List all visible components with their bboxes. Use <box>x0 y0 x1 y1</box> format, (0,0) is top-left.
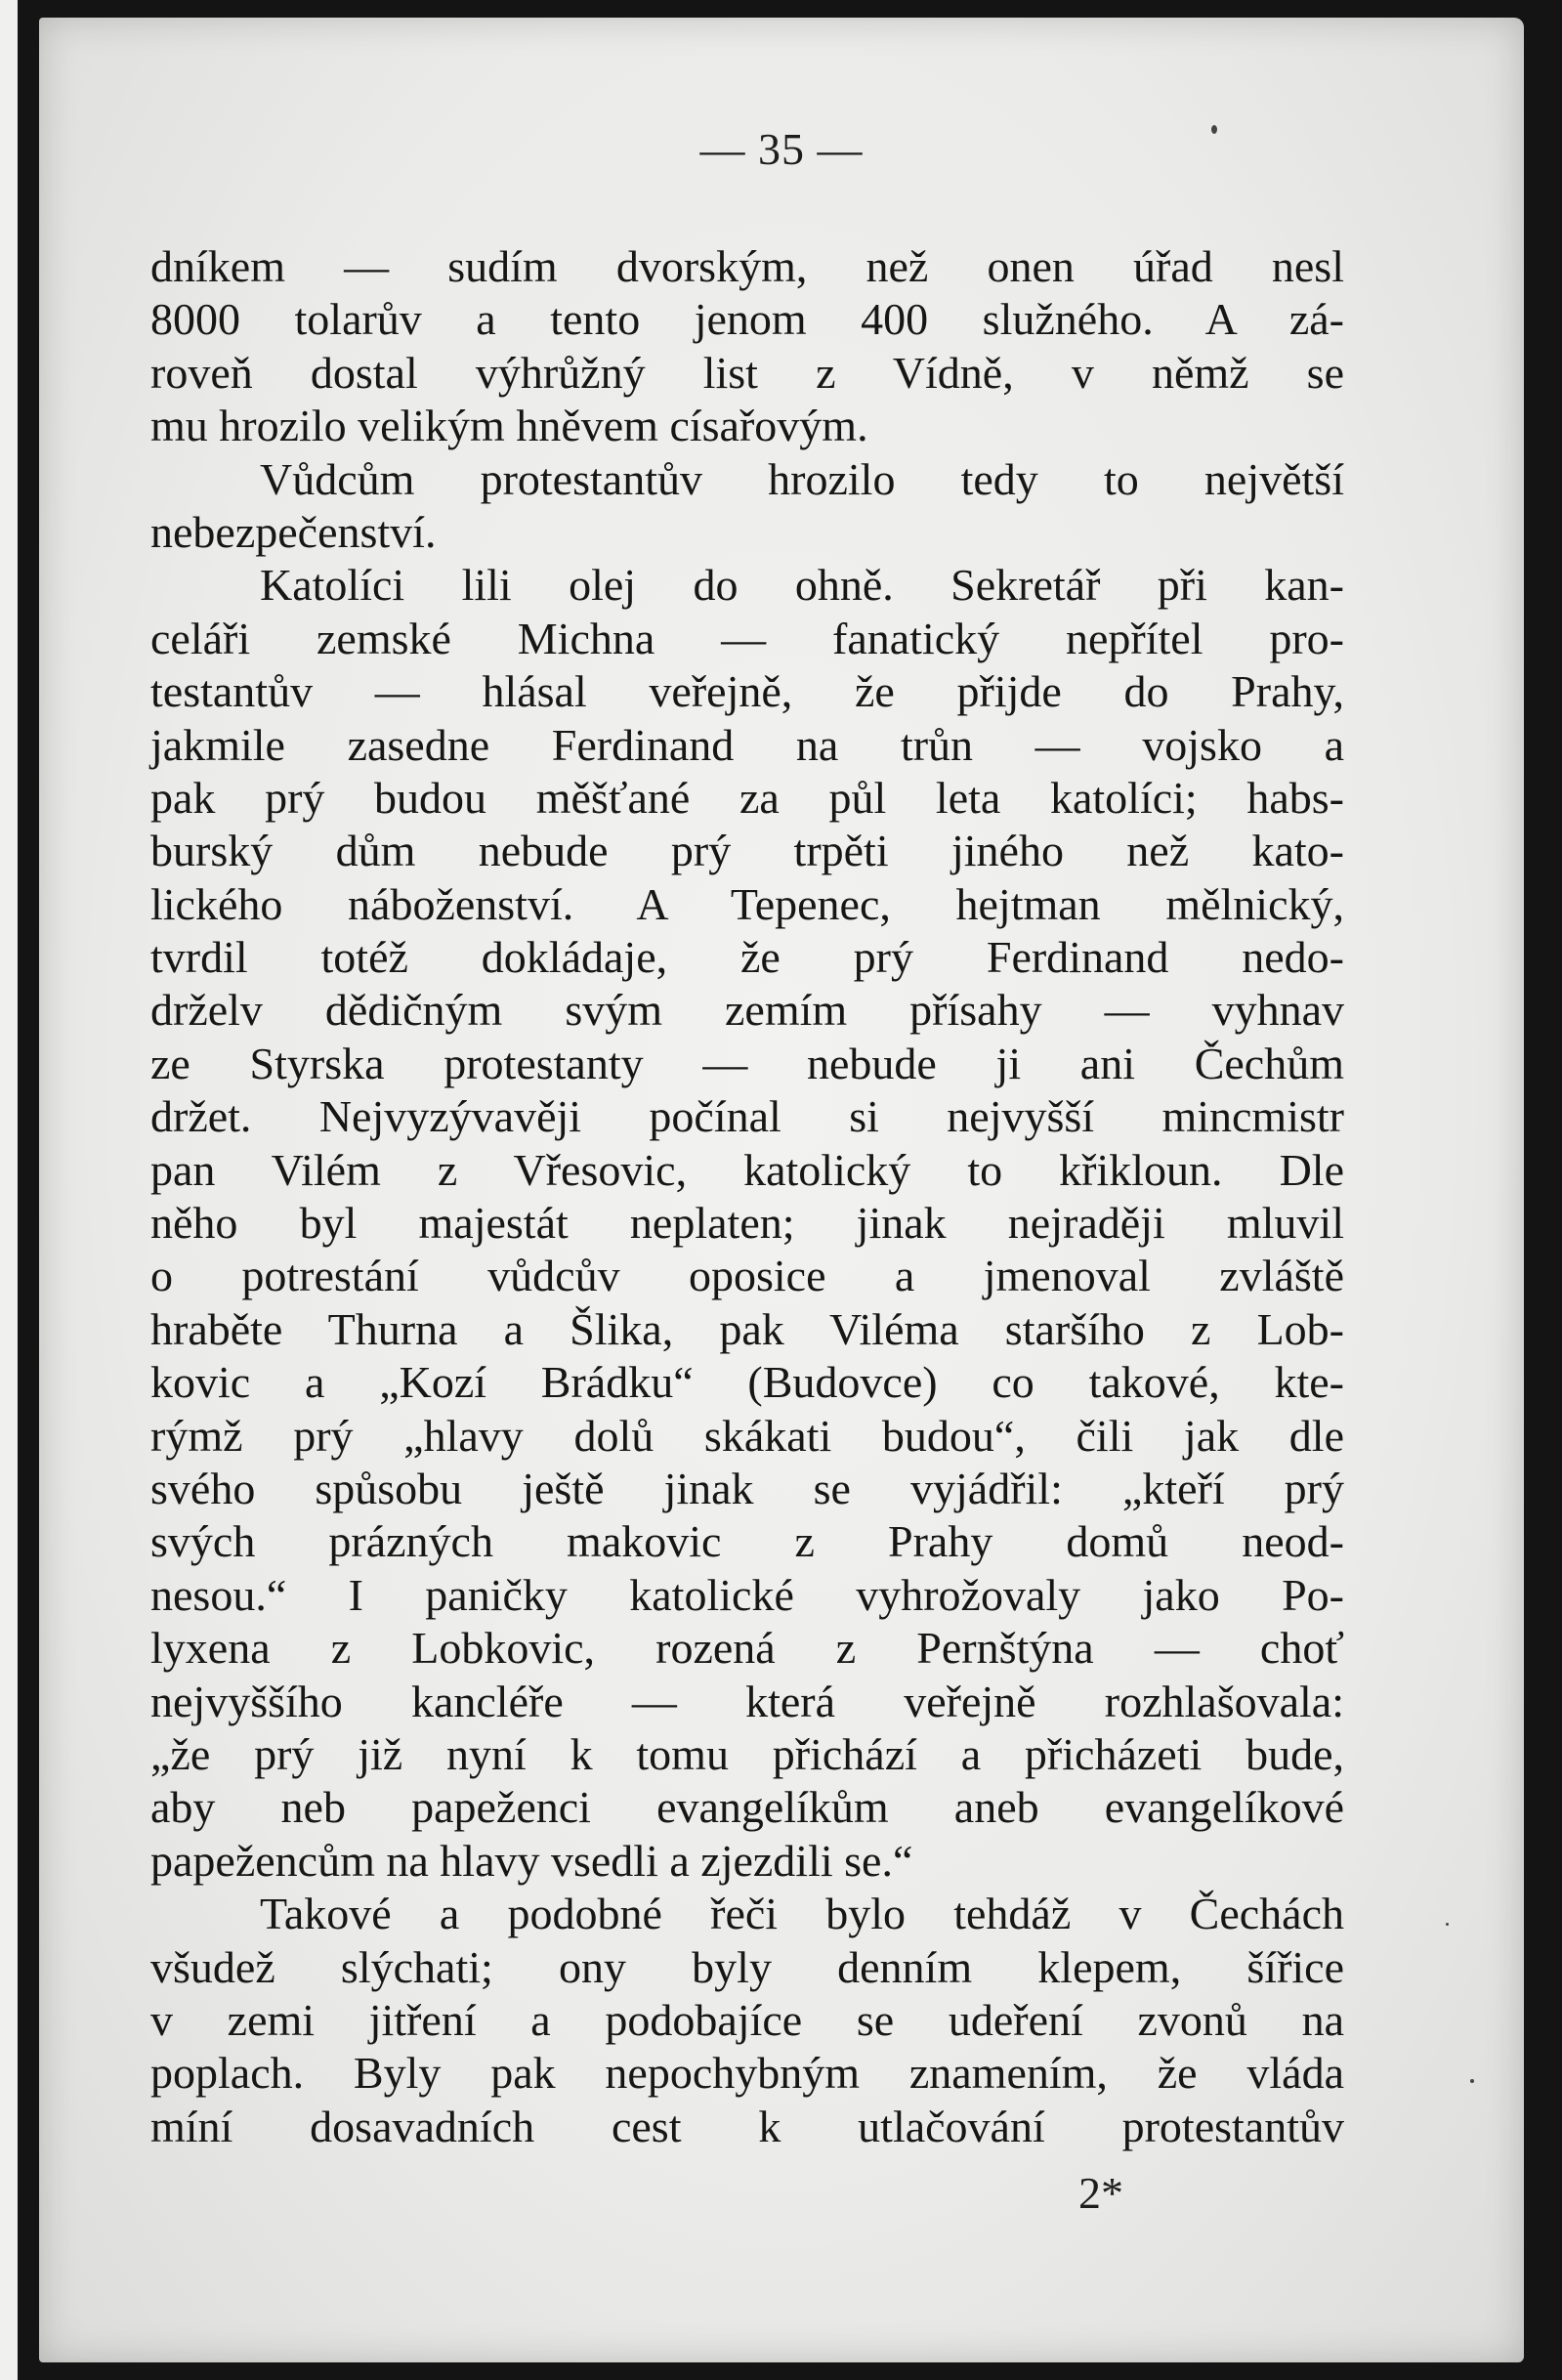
text-line: nebezpečenství. <box>150 506 437 557</box>
signature-mark: 2* <box>1078 2168 1123 2218</box>
text-line: Takové a podobné řeči bylo tehdáž v Čechách <box>260 1889 1344 1939</box>
page-scan <box>18 0 1562 2380</box>
text-line: papežencům na hlavy vsedli a zjezdili se.“ <box>150 1835 913 1886</box>
text-line: „že prý již nyní k tomu přichází a přicházeti bude, <box>150 1728 1344 1779</box>
text-line: poplach. Byly pak nepochybným znamením, že vláda <box>150 2048 1344 2099</box>
text-line: všudež slýchati; ony byly denním klepem, šířice <box>150 1941 1344 1992</box>
text-line: v zemi jitření a podobajíce se udeření zvonů na <box>150 1994 1344 2045</box>
paper-page <box>39 18 1524 2362</box>
text-line: držet. Nejvyzývavěji počínal si nejvyšší mincmistr <box>150 1091 1344 1142</box>
text-line: něho byl majestát neplaten; jinak nejraději mluvil <box>150 1198 1344 1249</box>
text-line: pan Vilém z Vřesovic, katolický to křikloun. Dle <box>150 1144 1344 1195</box>
text-line: roveň dostal výhrůžný list z Vídně, v němž se <box>150 347 1344 398</box>
text-line: nesou.“ I paničky katolické vyhrožovaly jako Po- <box>150 1569 1344 1620</box>
text-line: mu hrozilo velikým hněvem císařovým. <box>150 401 868 451</box>
text-line: lického náboženství. A Tepenec, hejtman mělnický, <box>150 878 1344 929</box>
paper-speck <box>1446 1923 1449 1926</box>
text-line: ze Styrska protestanty — nebude ji ani Čechům <box>150 1038 1344 1088</box>
text-line: svého spůsobu ještě jinak se vyjádřil: „kteří prý <box>150 1463 1344 1513</box>
text-line: burský dům nebude prý trpěti jiného než kato- <box>150 826 1344 876</box>
text-line: hraběte Thurna a Šlika, pak Viléma staršího z Lob- <box>150 1303 1344 1354</box>
text-line: jakmile zasedne Ferdinand na trůn — vojsko a <box>150 719 1344 770</box>
text-line: nejvyššího kancléře — která veřejně rozhlašovala: <box>150 1676 1344 1726</box>
text-line: rýmž prý „hlavy dolů skákati budou“, čili jak dle <box>150 1410 1344 1461</box>
text-line: 8000 tolarův a tento jenom 400 služného. A zá- <box>150 294 1344 345</box>
page-number: — 35 — <box>699 124 864 174</box>
book-left-edge <box>0 0 18 2380</box>
text-line: aby neb papeženci evangelíkům aneb evangelíkové <box>150 1782 1344 1833</box>
text-line: Katolíci lili olej do ohně. Sekretář při kan- <box>260 560 1344 611</box>
text-line: svých prázných makovic z Prahy domů neod- <box>150 1516 1344 1567</box>
text-line: tvrdil totéž dokládaje, že prý Ferdinand nedo- <box>150 932 1344 983</box>
text-line: drželv dědičným svým zemím přísahy — vyhnav <box>150 985 1344 1036</box>
text-line: dníkem — sudím dvorským, než onen úřad nesl <box>150 241 1344 291</box>
text-line: lyxena z Lobkovic, rozená z Pernštýna — choť <box>150 1623 1344 1674</box>
text-line: pak prý budou měšťané za půl leta katolíci; habs- <box>150 772 1344 823</box>
text-line: kovic a „Kozí Brádku“ (Budovce) co takové, kte- <box>150 1357 1344 1408</box>
text-line: míní dosavadních cest k utlačování protestantův <box>150 2101 1344 2151</box>
text-line: testantův — hlásal veřejně, že přijde do Prahy, <box>150 666 1344 717</box>
paper-speck <box>1470 2079 1474 2083</box>
text-line: celáři zemské Michna — fanatický nepřítel pro- <box>150 613 1344 663</box>
body-text <box>150 240 1344 2153</box>
text-line: Vůdcům protestantův hrozilo tedy to největší <box>260 453 1344 504</box>
paper-speck <box>1211 125 1217 134</box>
text-line: o potrestání vůdcův oposice a jmenoval zvláště <box>150 1251 1344 1301</box>
